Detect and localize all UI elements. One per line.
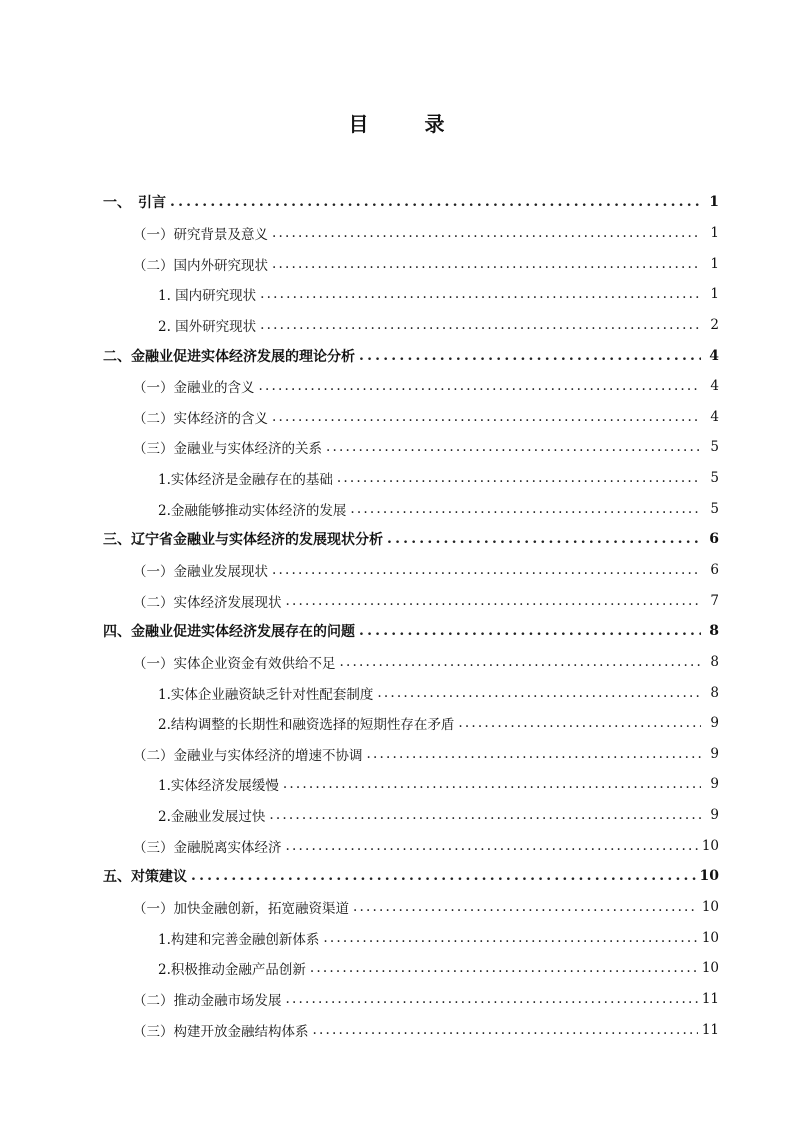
toc-entry[interactable]: [0, 432, 793, 463]
toc-entry-label: 1. 国内研究现状: [158, 288, 257, 305]
toc-entry-label: 1.实体经济是金融存在的基础: [158, 472, 333, 489]
dot-leader: [260, 286, 701, 302]
dot-leader: [350, 501, 701, 517]
toc-entry-label: （二）实体经济的含义: [133, 410, 268, 427]
toc-entry[interactable]: [0, 708, 793, 739]
toc-entry-label: 2.金融能够推动实体经济的发展: [158, 502, 347, 519]
toc-entry[interactable]: [0, 830, 793, 861]
toc-entry[interactable]: [0, 585, 793, 616]
dot-leader: [260, 317, 701, 333]
dot-leader: [377, 685, 701, 701]
toc-entry-page-number: 6: [709, 531, 719, 548]
dot-leader: [310, 960, 698, 976]
toc-entry-label: 二、金融业促进实体经济发展的理论分析: [103, 348, 355, 365]
toc-entry-label: 2.结构调整的长期性和融资选择的短期性存在矛盾: [158, 717, 455, 734]
toc-entry-page-number: 5: [710, 500, 719, 517]
toc-entry-label: 1.构建和完善金融创新体系: [158, 931, 320, 948]
toc-entry-label: （三）金融业与实体经济的关系: [133, 441, 322, 458]
toc-entry-label: 1.实体企业融资缺乏针对性配套制度: [158, 686, 374, 703]
toc-entry-label: （二）实体经济发展现状: [133, 594, 282, 611]
dot-leader: [170, 194, 701, 210]
dot-leader: [387, 531, 701, 547]
toc-entry-label: （二）推动金融市场发展: [133, 992, 282, 1009]
toc-entry-page-number: 6: [710, 562, 719, 578]
toc-entry-label: （二）国内外研究现状: [133, 257, 268, 274]
toc-entry-page-number: 11: [701, 1021, 719, 1038]
toc-entry[interactable]: [0, 493, 793, 524]
toc-entry[interactable]: [0, 953, 793, 984]
dot-leader: [367, 746, 702, 762]
toc-entry-label: 1.实体经济发展缓慢: [158, 778, 279, 795]
toc-entry[interactable]: [0, 279, 793, 310]
dot-leader: [272, 562, 701, 578]
toc-entry-page-number: 9: [710, 807, 719, 824]
toc-entry-label: （三）金融脱离实体经济: [133, 839, 282, 856]
toc-entry-page-number: 5: [710, 470, 719, 487]
toc-entry[interactable]: [0, 739, 793, 770]
toc-entry-page-number: 4: [710, 378, 719, 395]
dot-leader: [272, 256, 701, 272]
toc-entry-page-number: 1: [710, 255, 719, 272]
toc-entry[interactable]: [0, 922, 793, 953]
toc-entry[interactable]: [0, 218, 793, 249]
toc-entry-label: 2. 国外研究现状: [158, 318, 257, 335]
dot-leader: [191, 868, 696, 884]
toc-entry-label: （一）加快金融创新，拓宽融资渠道: [133, 901, 349, 918]
toc-entry-page-number: 1: [710, 286, 719, 303]
dot-leader: [259, 378, 702, 394]
page-title: 目 录: [348, 112, 463, 136]
toc-entry-page-number: 8: [709, 623, 719, 640]
toc-entry[interactable]: [0, 892, 793, 923]
toc-entry[interactable]: [0, 1014, 793, 1045]
toc-entry-page-number: 8: [710, 653, 719, 670]
toc-entry[interactable]: [0, 401, 793, 432]
toc-entry-page-number: 9: [710, 715, 719, 732]
dot-leader: [272, 409, 701, 425]
toc-entry[interactable]: [0, 524, 793, 555]
dot-leader: [359, 623, 701, 639]
toc-entry[interactable]: [0, 310, 793, 341]
toc-entry[interactable]: [0, 861, 793, 892]
toc-entry-label: （三）构建开放金融结构体系: [133, 1023, 309, 1040]
dot-leader: [283, 776, 701, 792]
toc-entry-label: 三、辽宁省金融业与实体经济的发展现状分析: [103, 532, 383, 549]
toc-entry-label: 2.积极推动金融产品创新: [158, 962, 306, 979]
toc-entry[interactable]: [0, 769, 793, 800]
toc-entry-label: 五、对策建议: [103, 869, 187, 886]
toc-entry-page-number: 4: [710, 408, 719, 425]
dot-leader: [359, 348, 701, 364]
toc-entry-page-number: 9: [710, 745, 719, 762]
dot-leader: [286, 593, 702, 609]
toc-entry-page-number: 5: [710, 439, 719, 456]
toc-entry-label: 2.金融业发展过快: [158, 809, 266, 826]
toc-entry[interactable]: [0, 984, 793, 1015]
dot-leader: [269, 807, 701, 823]
dot-leader: [458, 715, 701, 731]
dot-leader: [272, 225, 701, 241]
toc-entry[interactable]: [0, 340, 793, 371]
toc-entry-label: （一）实体企业资金有效供给不足: [133, 655, 336, 672]
toc-entry-label: （一）金融业发展现状: [133, 564, 268, 580]
dot-leader: [323, 930, 697, 946]
toc-entry-page-number: 8: [710, 684, 719, 701]
toc-entry-page-number: 9: [710, 776, 719, 793]
toc-entry[interactable]: [0, 800, 793, 831]
toc-entry-page-number: 10: [701, 899, 719, 916]
table-of-contents: [0, 187, 793, 1045]
toc-entry[interactable]: [0, 187, 793, 218]
dot-leader: [286, 838, 698, 854]
toc-entry[interactable]: [0, 616, 793, 647]
dot-leader: [313, 1022, 698, 1038]
dot-leader: [286, 991, 698, 1007]
toc-entry-label: （一）研究背景及意义: [133, 226, 268, 243]
toc-entry-label: （二）金融业与实体经济的增速不协调: [133, 747, 363, 764]
toc-entry-label: （一）金融业的含义: [133, 380, 255, 397]
toc-entry-page-number: 7: [710, 592, 719, 609]
toc-entry-label: 四、金融业促进实体经济发展存在的问题: [103, 624, 355, 641]
toc-entry-page-number: 10: [701, 960, 719, 977]
toc-entry-page-number: 2: [710, 316, 719, 333]
toc-entry-page-number: 10: [701, 929, 719, 946]
toc-entry[interactable]: [0, 555, 793, 586]
toc-entry-page-number: 1: [710, 224, 719, 241]
toc-entry-page-number: 1: [709, 194, 719, 211]
toc-entry[interactable]: [0, 248, 793, 279]
toc-entry[interactable]: [0, 463, 793, 494]
toc-entry-page-number: 10: [699, 868, 719, 885]
dot-leader: [326, 439, 701, 455]
dot-leader: [353, 899, 698, 915]
toc-entry-label: 一、 引言: [103, 195, 166, 212]
toc-entry-page-number: 11: [701, 990, 719, 1007]
toc-entry[interactable]: [0, 371, 793, 402]
toc-entry[interactable]: [0, 677, 793, 708]
toc-entry-page-number: 10: [701, 837, 719, 854]
dot-leader: [340, 654, 702, 670]
toc-entry[interactable]: [0, 647, 793, 678]
toc-entry-page-number: 4: [709, 347, 719, 364]
dot-leader: [337, 470, 701, 486]
